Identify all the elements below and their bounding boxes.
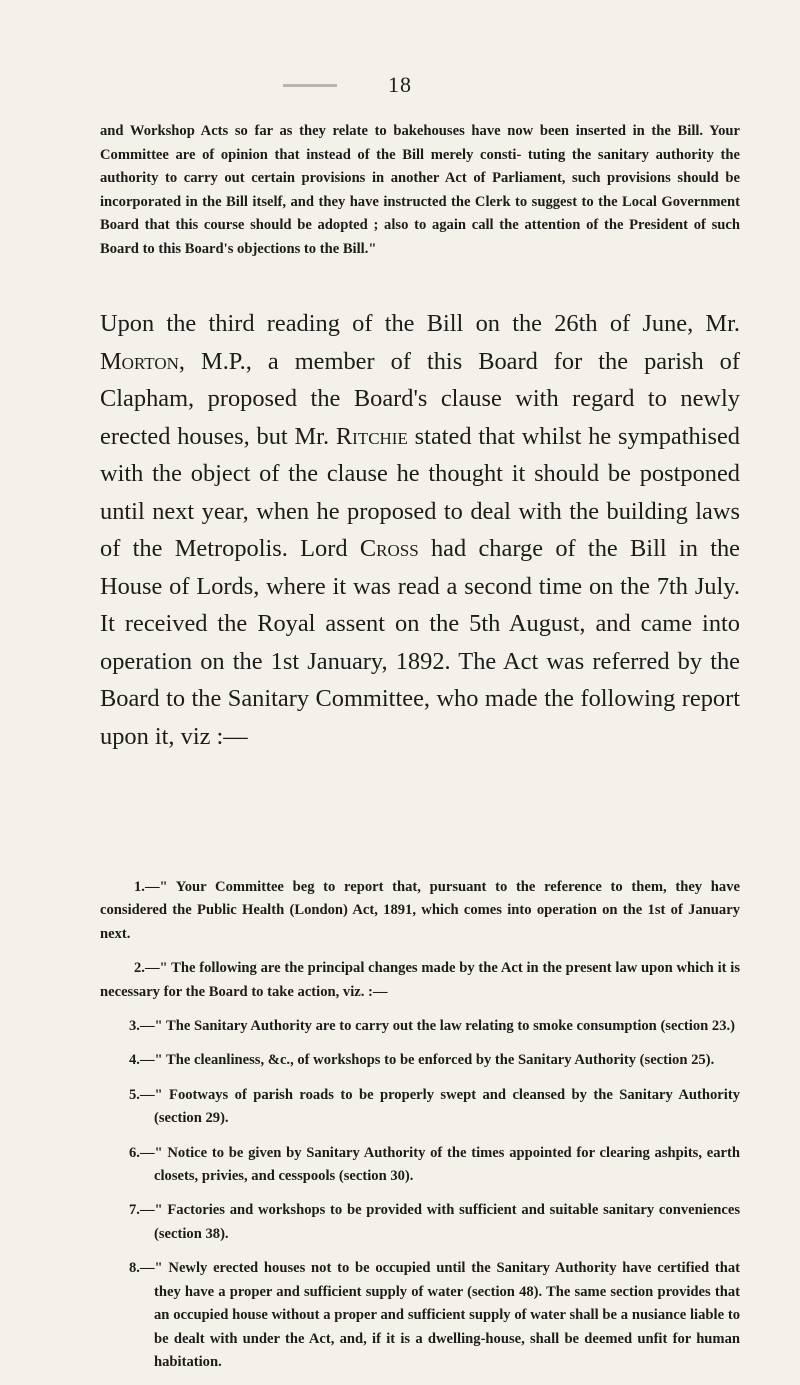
intro-paragraph: and Workshop Acts so far as they relate to bakehouses have now been inserted in the Bill. Your Committee are of opinion that instead of the Bill merely consti- tuting the sanitary authority the authority to carry out certain provisions in another Act of Parliament, such provisions should be incorporated in the Bill itself, and they have instructed the Clerk to suggest to the Local Government Board that this course should be adopted ; also to again call the attention of the President of such Board to this Board's objections to the Bill." (100, 123, 740, 257)
intro-quote-continuation (100, 120, 740, 262)
name-morton: Morton (100, 347, 179, 375)
main-text-part-3: stated that whilst he sympathised with the object of the clause he thought it should be postponed until next year, when he proposed to deal with the building laws of the Metropolis. Lord (100, 422, 740, 562)
committee-report (100, 876, 740, 1385)
report-item-6: 6.—" Notice to be given by Sanitary Authority of the times appointed for clearing ashpits, earth closets, privies, and cesspools (section 30). (129, 1144, 740, 1185)
main-paragraph (100, 305, 740, 755)
main-text-part-4: had charge of the Bill in the House of Lords, where it was read a second time on the 7th July. It received the Royal assent on the 5th August, and came into operation on the 1st January, 1892. The Act was referred by the Board to the Sanitary Committee, who made the following report upon it, viz :— (100, 535, 740, 750)
name-ritchie: Ritchie (335, 422, 408, 450)
report-paragraph-2: 2.—" The following are the principal changes made by the Act in the present law upon which it is necessary for the Board to take action, viz. :— (100, 960, 740, 1000)
main-text-part-2: , M.P., a member of this Board for the parish of Clapham, proposed the Board's clause with regard to newly erected houses, but Mr. (100, 347, 740, 450)
main-text-part-1: Upon the third reading of the Bill on the 26th of June, Mr. (100, 310, 740, 337)
page-number: 18 (388, 72, 412, 97)
main-body-text (100, 305, 740, 755)
report-item-5: 5.—" Footways of parish roads to be properly swept and cleansed by the Sanitary Authority (section 29). (129, 1086, 740, 1127)
report-item-8: 8.—" Newly erected houses not to be occupied until the Sanitary Authority have certified that they have a proper and sufficient supply of water (section 48). The same section provides that an occupied house without a proper and sufficient supply of water shall be a nusiance liable to be dealt with under the Act, and, if it is a dwelling-house, shall be deemed unfit for human habitation. (129, 1260, 740, 1370)
name-cross: Cross (359, 535, 419, 562)
report-paragraph-1: 1.—" Your Committee beg to report that, pursuant to the reference to them, they have considered the Public Health (London) Act, 1891, which comes into operation on the 1st of January next. (100, 879, 740, 942)
report-item-3: 3.—" The Sanitary Authority are to carry out the law relating to smoke consumption (section 23.) (129, 1018, 736, 1035)
report-item-7: 7.—" Factories and workshops to be provided with sufficient and suitable sanitary conveniences (section 38). (129, 1202, 740, 1242)
report-item-4: 4.—" The cleanliness, &c., of workshops to be enforced by the Sanitary Authority (section 25). (129, 1052, 715, 1069)
